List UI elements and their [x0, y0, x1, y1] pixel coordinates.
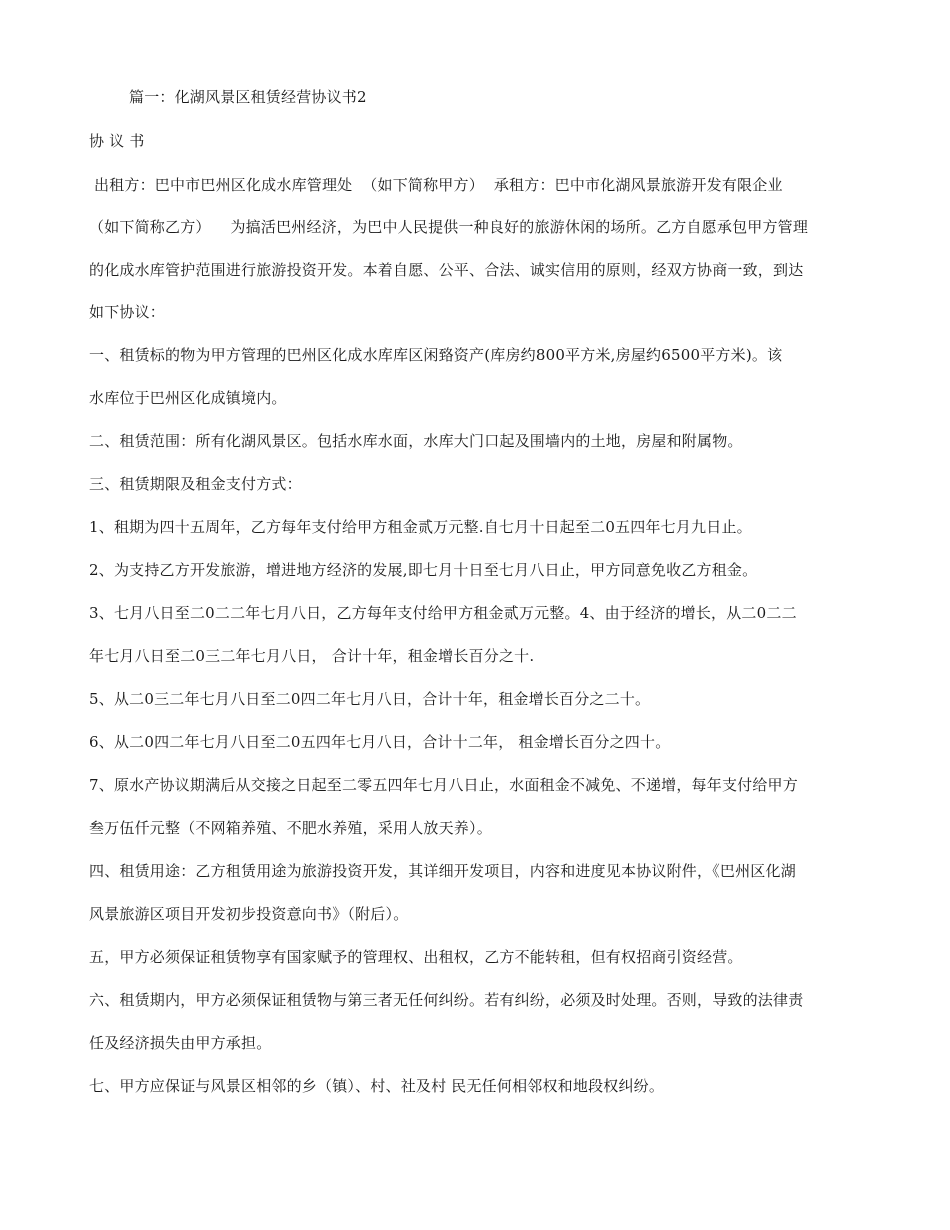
paragraph-line: 七、甲方应保证与风景区相邻的乡（镇）、村、社及村 民无任何相邻权和地段权纠纷。	[89, 1077, 665, 1095]
document-subheading: 协 议 书	[89, 132, 145, 150]
paragraph-line: 1、租期为四十五周年，乙方每年支付给甲方租金贰万元整.自七月十日起至二0五四年七月九日止。	[89, 518, 752, 536]
paragraph-line: 任及经济损失由甲方承担。	[89, 1034, 272, 1052]
paragraph-line: 年七月八日至二0三二年七月八日， 合计十年，租金增长百分之十.	[89, 647, 535, 665]
paragraph-line: 3、七月八日至二0二二年七月八日，乙方每年支付给甲方租金贰万元整。4、由于经济的增长，从二0二二	[89, 604, 797, 622]
paragraph-line: 风景旅游区项目开发初步投资意向书》（附后）。	[89, 905, 409, 923]
paragraph-line: 叁万伍仟元整（不网箱养殖、不肥水养殖，采用人放天养）。	[89, 819, 492, 837]
paragraph-line: 2、为支持乙方开发旅游，增进地方经济的发展,即七月十日至七月八日止，甲方同意免收乙方租金。	[89, 561, 758, 579]
paragraph-line: 四、租赁用途：乙方租赁用途为旅游投资开发，其详细开发项目，内容和进度见本协议附件，《巴州区化湖	[89, 862, 796, 880]
paragraph-line: 5、从二0三二年七月八日至二0四二年七月八日，合计十年，租金增长百分之二十。	[89, 690, 651, 708]
paragraph-line: 出租方：巴中市巴州区化成水库管理处 （如下简称甲方） 承租方：巴中市化湖风景旅游开发有限企业	[89, 176, 783, 194]
paragraph-line: （如下简称乙方） 为搞活巴州经济，为巴中人民提供一种良好的旅游休闲的场所。乙方自愿承包甲方管理	[89, 218, 809, 236]
paragraph-line: 水库位于巴州区化成镇境内。	[89, 389, 287, 407]
paragraph-line: 五，甲方必须保证租赁物享有国家赋予的管理权、出租权，乙方不能转租，但有权招商引资经营。	[89, 948, 743, 966]
document-heading: 篇一：化湖风景区租赁经营协议书2	[129, 88, 367, 106]
paragraph-line: 的化成水库管护范围进行旅游投资开发。本着自愿、公平、合法、诚实信用的原则，经双方协商一致，到达	[89, 261, 804, 279]
paragraph-line: 六、租赁期内，甲方必须保证租赁物与第三者无任何纠纷。若有纠纷，必须及时处理。否则，导致的法律责	[89, 991, 804, 1009]
paragraph-line: 三、租赁期限及租金支付方式：	[89, 475, 302, 493]
paragraph-line: 6、从二0四二年七月八日至二0五四年七月八日，合计十二年， 租金增长百分之四十。	[89, 733, 671, 751]
paragraph-line: 7、原水产协议期满后从交接之日起至二零五四年七月八日止，水面租金不减免、不递增，每年支付给甲方	[89, 776, 798, 794]
paragraph-line: 如下协议：	[89, 303, 166, 321]
paragraph-line: 二、租赁范围：所有化湖风景区。包括水库水面，水库大门口起及围墙内的土地，房屋和附属物。	[89, 432, 743, 450]
paragraph-line: 一、租赁标的物为甲方管理的巴州区化成水库库区闲臵资产(库房约800平方米,房屋约6500平方米)。该	[89, 346, 783, 364]
